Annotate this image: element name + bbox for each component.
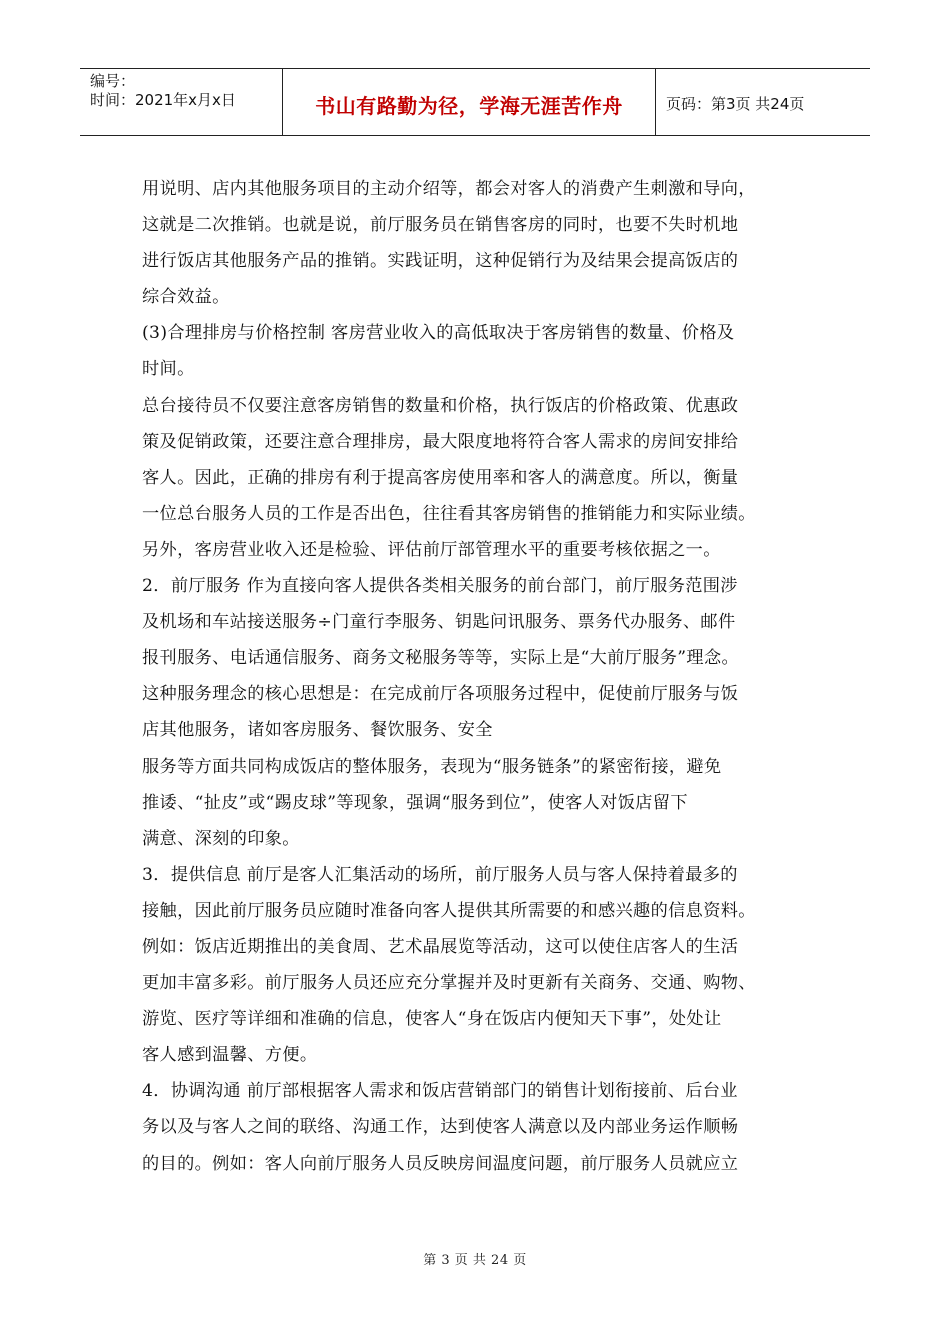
body-line: 2．前厅服务 作为直接向客人提供各类相关服务的前台部门，前厅服务范围涉 <box>142 576 738 597</box>
body-line: 例如：饭店近期推出的美食周、艺术晶展览等活动，这可以使住店客人的生活 <box>142 936 739 957</box>
body-line: (3)合理排房与价格控制 客房营业收入的高低取决于客房销售的数量、价格及 <box>142 323 735 344</box>
body-line: 及机场和车站接送服务÷门童行李服务、钥匙问讯服务、票务代办服务、邮件 <box>142 612 736 633</box>
body-line: 综合效益。 <box>142 287 230 308</box>
header-motto-cell <box>282 69 656 135</box>
document-body <box>142 171 822 1182</box>
body-line: 时间。 <box>142 359 195 380</box>
body-line: 4．协调沟通 前厅部根据客人需求和饭店营销部门的销售计划衔接前、后台业 <box>142 1081 738 1102</box>
body-line: 的目的。例如：客人向前厅服务人员反映房间温度问题，前厅服务人员就应立 <box>142 1153 739 1174</box>
body-line: 用说明、店内其他服务项目的主动介绍等，都会对客人的消费产生刺激和导向， <box>142 179 756 199</box>
body-line: 店其他服务，诸如客房服务、餐饮服务、安全 <box>142 720 493 741</box>
body-line: 务以及与客人之间的联络、沟通工作，达到使客人满意以及内部业务运作顺畅 <box>142 1117 739 1138</box>
body-line: 总台接待员不仅要注意客房销售的数量和价格，执行饭店的价格政策、优惠政 <box>142 395 739 416</box>
body-line: 客人。因此，正确的排房有利于提高客房使用率和客人的满意度。所以，衡量 <box>142 467 739 488</box>
body-line: 更加丰富多彩。前厅服务人员还应充分掌握并及时更新有关商务、交通、购物、 <box>142 973 756 994</box>
body-line: 游览、医疗等详细和准确的信息，使客人“身在饭店内便知天下事”，处处让 <box>142 1009 722 1030</box>
body-line: 客人感到温馨、方便。 <box>142 1045 318 1066</box>
header-motto: 书山有路勤为径，学海无涯苦作舟 <box>315 93 623 118</box>
body-line: 这就是二次推销。也就是说，前厅服务员在销售客房的同时，也要不失时机地 <box>142 215 739 236</box>
body-line: 服务等方面共同构成饭店的整体服务，表现为“服务链条”的紧密衔接，避免 <box>142 756 722 777</box>
header-page-code-text: 页码：第3页 共24页 <box>666 95 805 113</box>
body-line: 满意、深刻的印象。 <box>142 828 300 849</box>
body-line: 策及促销政策，还要注意合理排房，最大限度地将符合客人需求的房间安排给 <box>142 431 739 452</box>
body-line: 另外，客房营业收入还是检验、评估前厅部管理水平的重要考核依据之一。 <box>142 539 721 560</box>
body-line: 报刊服务、电话通信服务、商务文秘服务等等，实际上是“大前厅服务”理念。 <box>142 648 740 669</box>
header-meta <box>80 69 282 135</box>
body-line: 接触，因此前厅服务员应随时准备向客人提供其所需要的和感兴趣的信息资料。 <box>142 900 756 921</box>
body-line: 推诿、“扯皮”或“踢皮球”等现象，强调“服务到位”，使客人对饭店留下 <box>142 792 688 813</box>
page-footer: 第 3 页 共 24 页 <box>423 1253 527 1268</box>
document-date-label: 时间：2021年x月x日 <box>90 91 236 109</box>
document-number-label: 编号： <box>90 72 136 90</box>
body-line: 这种服务理念的核心思想是：在完成前厅各项服务过程中，促使前厅服务与饭 <box>142 684 739 705</box>
page-header <box>80 68 870 136</box>
body-line: 一位总台服务人员的工作是否出色，往往看其客房销售的推销能力和实际业绩。 <box>142 503 756 524</box>
header-page-code <box>656 69 870 135</box>
body-line: 3．提供信息 前厅是客人汇集活动的场所，前厅服务人员与客人保持着最多的 <box>142 864 738 885</box>
body-line: 进行饭店其他服务产品的推销。实践证明，这种促销行为及结果会提高饭店的 <box>142 251 739 272</box>
